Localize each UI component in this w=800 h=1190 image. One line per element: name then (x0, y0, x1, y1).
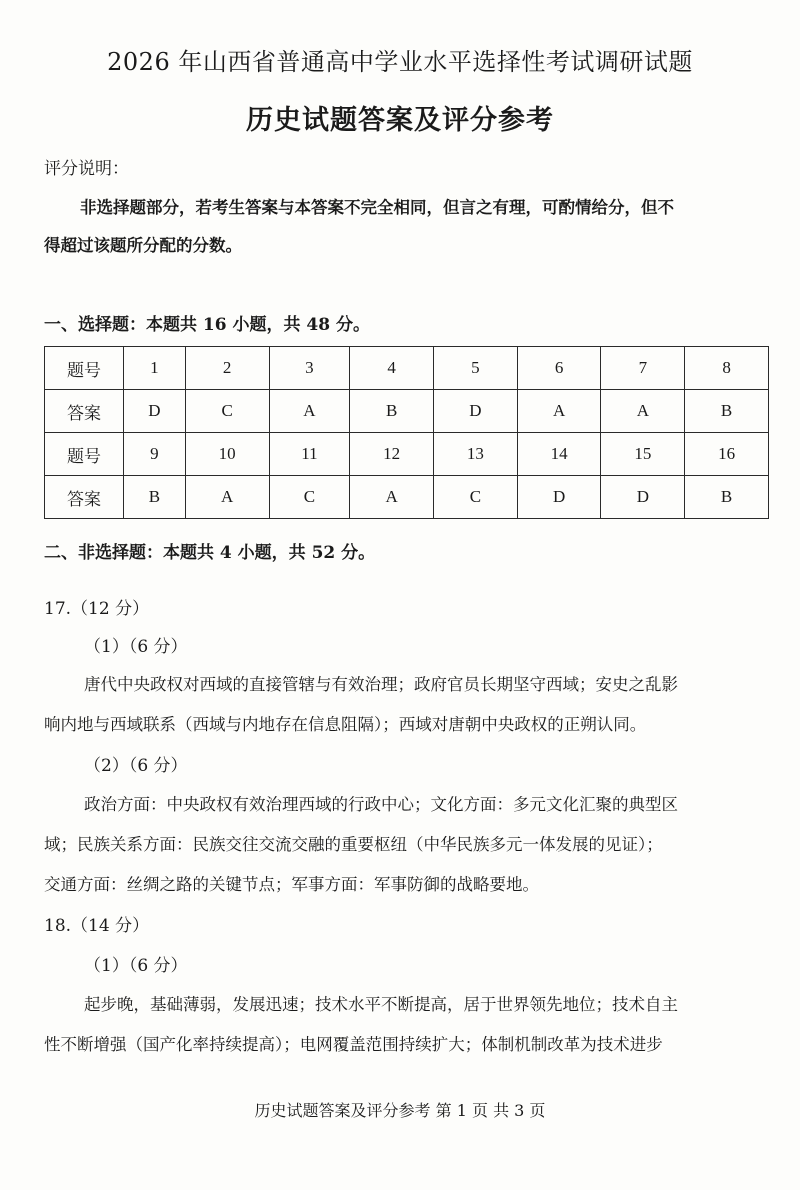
row-label: 答案 (45, 476, 124, 519)
table-row (45, 433, 769, 476)
table-cell: 7 (601, 347, 685, 390)
question-18-part1-line1: 起步晚，基础薄弱，发展迅速；技术水平不断提高，居于世界领先地位；技术自主 (84, 995, 678, 1014)
table-cell: 4 (350, 347, 434, 390)
answer-table (44, 346, 769, 519)
row-label: 答案 (45, 390, 124, 433)
exam-title: 2026 年山西省普通高中学业水平选择性考试调研试题 (107, 48, 693, 76)
table-cell: B (685, 476, 769, 519)
table-cell: 16 (685, 433, 769, 476)
document-subtitle: 历史试题答案及评分参考 (246, 105, 554, 136)
table-cell: 13 (434, 433, 518, 476)
table-cell: D (517, 476, 601, 519)
table-cell: C (434, 476, 518, 519)
question-17-part1-line1: 唐代中央政权对西域的直接管辖与有效治理；政府官员长期坚守西域；安史之乱影 (84, 675, 678, 694)
question-17-part2-line1: 政治方面：中央政权有效治理西域的行政中心；文化方面：多元文化汇聚的典型区 (84, 795, 678, 814)
question-17-part1-line2: 响内地与西域联系（西域与内地存在信息阻隔）；西域对唐朝中央政权的正朔认同。 (44, 715, 647, 734)
table-cell: 2 (185, 347, 269, 390)
table-cell: A (185, 476, 269, 519)
table-cell: A (601, 390, 685, 433)
row-label: 题号 (45, 433, 124, 476)
table-cell: D (601, 476, 685, 519)
table-row (45, 390, 769, 433)
question-17-part1-label: （1）（6 分） (84, 637, 188, 657)
table-cell: D (434, 390, 518, 433)
scoring-notes-text-line1: 非选择题部分，若考生答案与本答案不完全相同，但言之有理，可酌情给分，但不 (80, 198, 674, 217)
table-row (45, 347, 769, 390)
table-cell: 1 (124, 347, 186, 390)
table-cell: B (685, 390, 769, 433)
table-cell: 3 (269, 347, 350, 390)
scoring-notes-label: 评分说明： (44, 159, 129, 179)
table-cell: 10 (185, 433, 269, 476)
question-17-part2-line3: 交通方面：丝绸之路的关键节点；军事方面：军事防御的战略要地。 (44, 875, 539, 894)
table-cell: 5 (434, 347, 518, 390)
table-cell: 12 (350, 433, 434, 476)
table-cell: 11 (269, 433, 350, 476)
table-cell: B (350, 390, 434, 433)
table-cell: C (269, 476, 350, 519)
table-cell: 14 (517, 433, 601, 476)
question-18-part1-line2: 性不断增强（国产化率持续提高）；电网覆盖范围持续扩大；体制机制改革为技术进步 (44, 1035, 663, 1054)
section1-heading: 一、选择题：本题共 16 小题，共 48 分。 (44, 315, 370, 335)
section2-heading: 二、非选择题：本题共 4 小题，共 52 分。 (44, 543, 376, 563)
table-cell: 9 (124, 433, 186, 476)
question-18-label: 18.（14 分） (44, 916, 150, 936)
question-17-part2-line2: 域；民族关系方面：民族交往交流交融的重要枢纽（中华民族多元一体发展的见证）； (44, 835, 663, 854)
table-cell: 15 (601, 433, 685, 476)
page-footer: 历史试题答案及评分参考 第 1 页 共 3 页 (254, 1101, 546, 1120)
row-label: 题号 (45, 347, 124, 390)
table-cell: 8 (685, 347, 769, 390)
scoring-notes-text-line2: 得超过该题所分配的分数。 (44, 236, 242, 255)
table-cell: A (350, 476, 434, 519)
question-17-label: 17.（12 分） (44, 599, 150, 619)
table-cell: 6 (517, 347, 601, 390)
table-row (45, 476, 769, 519)
table-cell: A (269, 390, 350, 433)
question-17-part2-label: （2）（6 分） (84, 756, 188, 776)
table-cell: C (185, 390, 269, 433)
question-18-part1-label: （1）（6 分） (84, 956, 188, 976)
table-cell: B (124, 476, 186, 519)
table-cell: D (124, 390, 186, 433)
table-cell: A (517, 390, 601, 433)
